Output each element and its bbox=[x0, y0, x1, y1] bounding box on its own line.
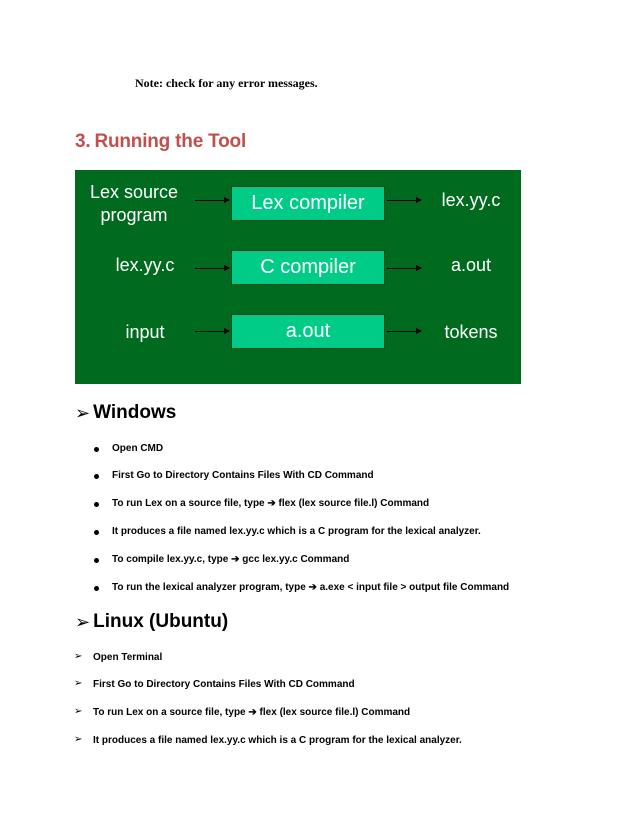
windows-heading bbox=[75, 402, 176, 424]
section-heading bbox=[75, 131, 246, 153]
list-item-text: Open Terminal bbox=[93, 652, 163, 663]
section-title: Running the Tool bbox=[94, 131, 247, 152]
arrow-line bbox=[387, 200, 421, 201]
list-item: It produces a file named lex.yy.c which is a C program for the lexical analyzer. bbox=[112, 526, 481, 537]
diagram-output-tokens: tokens bbox=[444, 322, 498, 342]
list-item: Open CMD bbox=[112, 443, 164, 454]
linux-heading bbox=[75, 611, 228, 633]
list-item-text: First Go to Directory Contains Files With CD Command bbox=[93, 679, 355, 690]
arrowhead-bullet-icon: ➢ bbox=[74, 678, 83, 689]
arrow-line bbox=[195, 331, 229, 332]
note-text: Note: check for any error messages. bbox=[135, 76, 318, 90]
diagram-box-label: C compiler bbox=[260, 256, 356, 278]
a-out-box bbox=[231, 314, 385, 349]
list-item bbox=[74, 651, 163, 663]
diagram-box-label: Lex compiler bbox=[251, 192, 365, 214]
lex-compiler-box bbox=[231, 186, 385, 221]
arrowhead-bullet-icon: ➢ bbox=[75, 402, 91, 424]
diagram-box-label: a.out bbox=[285, 320, 331, 342]
list-item: To compile lex.yy.c, type ➔ gcc lex.yy.c Command bbox=[112, 554, 350, 565]
diagram-input-input: input bbox=[125, 322, 165, 342]
list-item: To run Lex on a source file, type ➔ flex (lex source file.l) Command bbox=[112, 498, 430, 509]
c-compiler-box bbox=[231, 250, 385, 285]
arrowhead-bullet-icon: ➢ bbox=[74, 706, 83, 717]
list-item-text: It produces a file named lex.yy.c which is a C program for the lexical analyzer. bbox=[93, 735, 462, 746]
linux-heading-text: Linux (Ubuntu) bbox=[93, 611, 229, 632]
diagram-output-lex-yy-c: lex.yy.c bbox=[441, 190, 501, 210]
arrowhead-bullet-icon: ➢ bbox=[75, 611, 91, 633]
diagram-input-lex-yy-c: lex.yy.c bbox=[115, 255, 175, 275]
list-item: First Go to Directory Contains Files With CD Command bbox=[112, 470, 374, 481]
list-item: To run the lexical analyzer program, type ➔ a.exe < input file > output file Command bbox=[112, 582, 510, 593]
diagram-input-lex-source: Lex source program bbox=[89, 182, 179, 225]
arrowhead-bullet-icon: ➢ bbox=[74, 734, 83, 745]
lex-flow-diagram bbox=[75, 170, 521, 384]
list-item bbox=[74, 734, 462, 746]
list-item bbox=[74, 706, 411, 718]
diagram-output-a-out: a.out bbox=[450, 255, 492, 275]
arrowhead-bullet-icon: ➢ bbox=[74, 651, 83, 662]
list-item bbox=[74, 678, 355, 690]
arrow-line bbox=[195, 200, 229, 201]
section-number: 3. bbox=[75, 131, 91, 152]
arrow-line bbox=[387, 268, 421, 269]
arrow-line bbox=[387, 331, 421, 332]
arrow-line bbox=[195, 268, 229, 269]
list-item-text: To run Lex on a source file, type ➔ flex (lex source file.l) Command bbox=[93, 707, 411, 718]
windows-heading-text: Windows bbox=[93, 402, 177, 423]
